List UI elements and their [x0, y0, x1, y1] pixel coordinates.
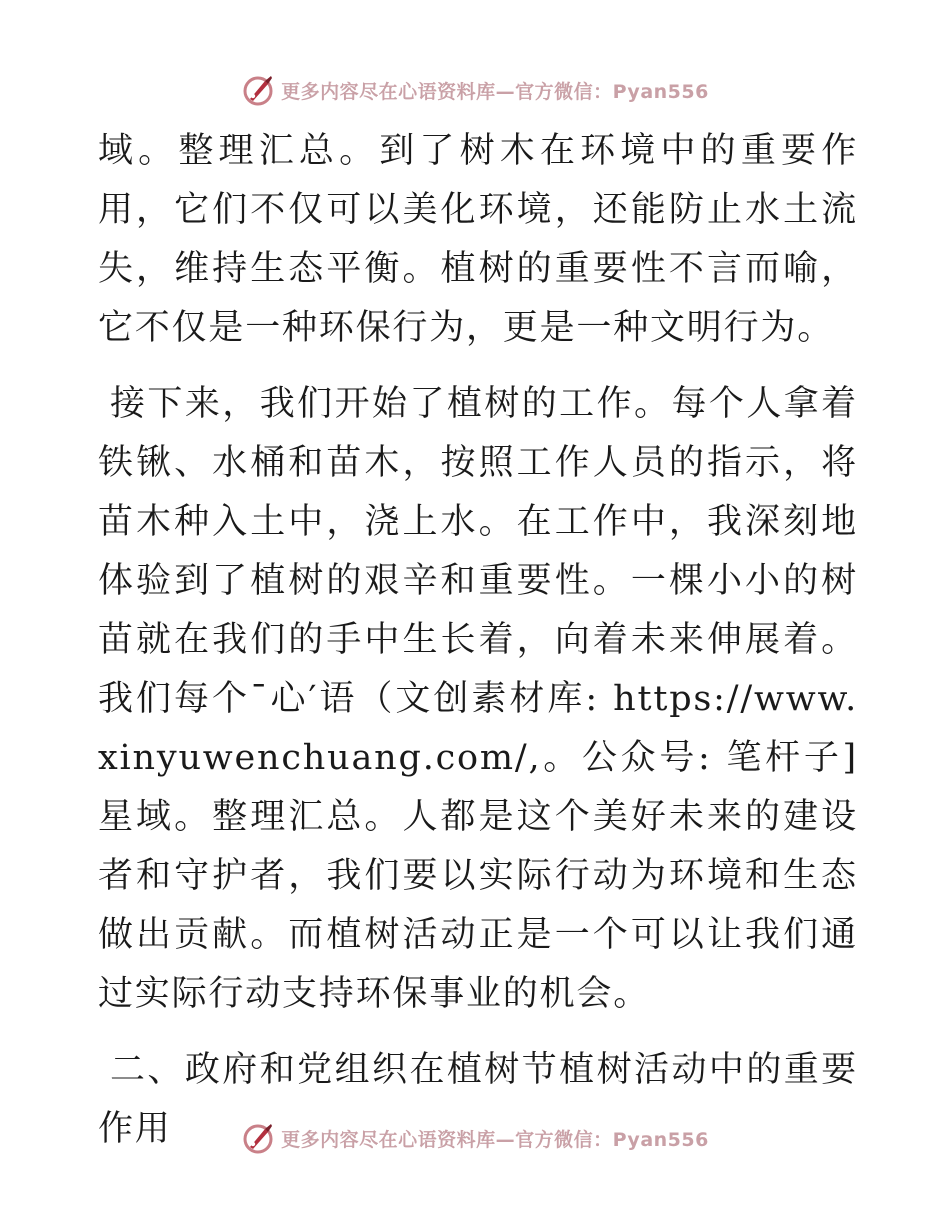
paragraph-1: 域。整理汇总。到了树木在环境中的重要作用，它们不仅可以美化环境，还能防止水土流失，维持生态平衡。植树的重要性不言而喻，它不仅是一种环保行为，更是一种文明行为。 — [98, 131, 858, 348]
paragraph-2: 接下来，我们开始了植树的工作。每个人拿着铁锹、水桶和苗木，按照工作人员的指示，将苗木种入土中，浇上水。在工作中，我深刻地体验到了植树的艰辛和重要性。一棵小小的树苗就在我们的手中生长着，向着未来伸展着。我们每个¯心′语（文创素材库: https://www.xinyuwenchuang.com/,。公众号: 笔杆子]星域。整理汇总。人都是这个美好未来的建设者和守护者，我们要以实际行动为环境和生态做出贡献。而植树活动正是一个可以让我们通过实际行动支持环保事业的机会。 — [98, 384, 858, 1014]
footer-watermark — [0, 1118, 950, 1158]
footer-watermark-text: 更多内容尽在心语资料库—官方微信：Pyan556 — [281, 1128, 709, 1151]
document-body — [98, 122, 858, 1159]
quill-seal-icon — [241, 73, 275, 107]
quill-seal-icon — [241, 1121, 275, 1155]
section-heading: 二、政府和党组织在植树节植树活动中的重要作用 — [98, 1050, 858, 1149]
header-watermark — [0, 70, 950, 110]
header-watermark-text: 更多内容尽在心语资料库—官方微信：Pyan556 — [281, 80, 709, 103]
